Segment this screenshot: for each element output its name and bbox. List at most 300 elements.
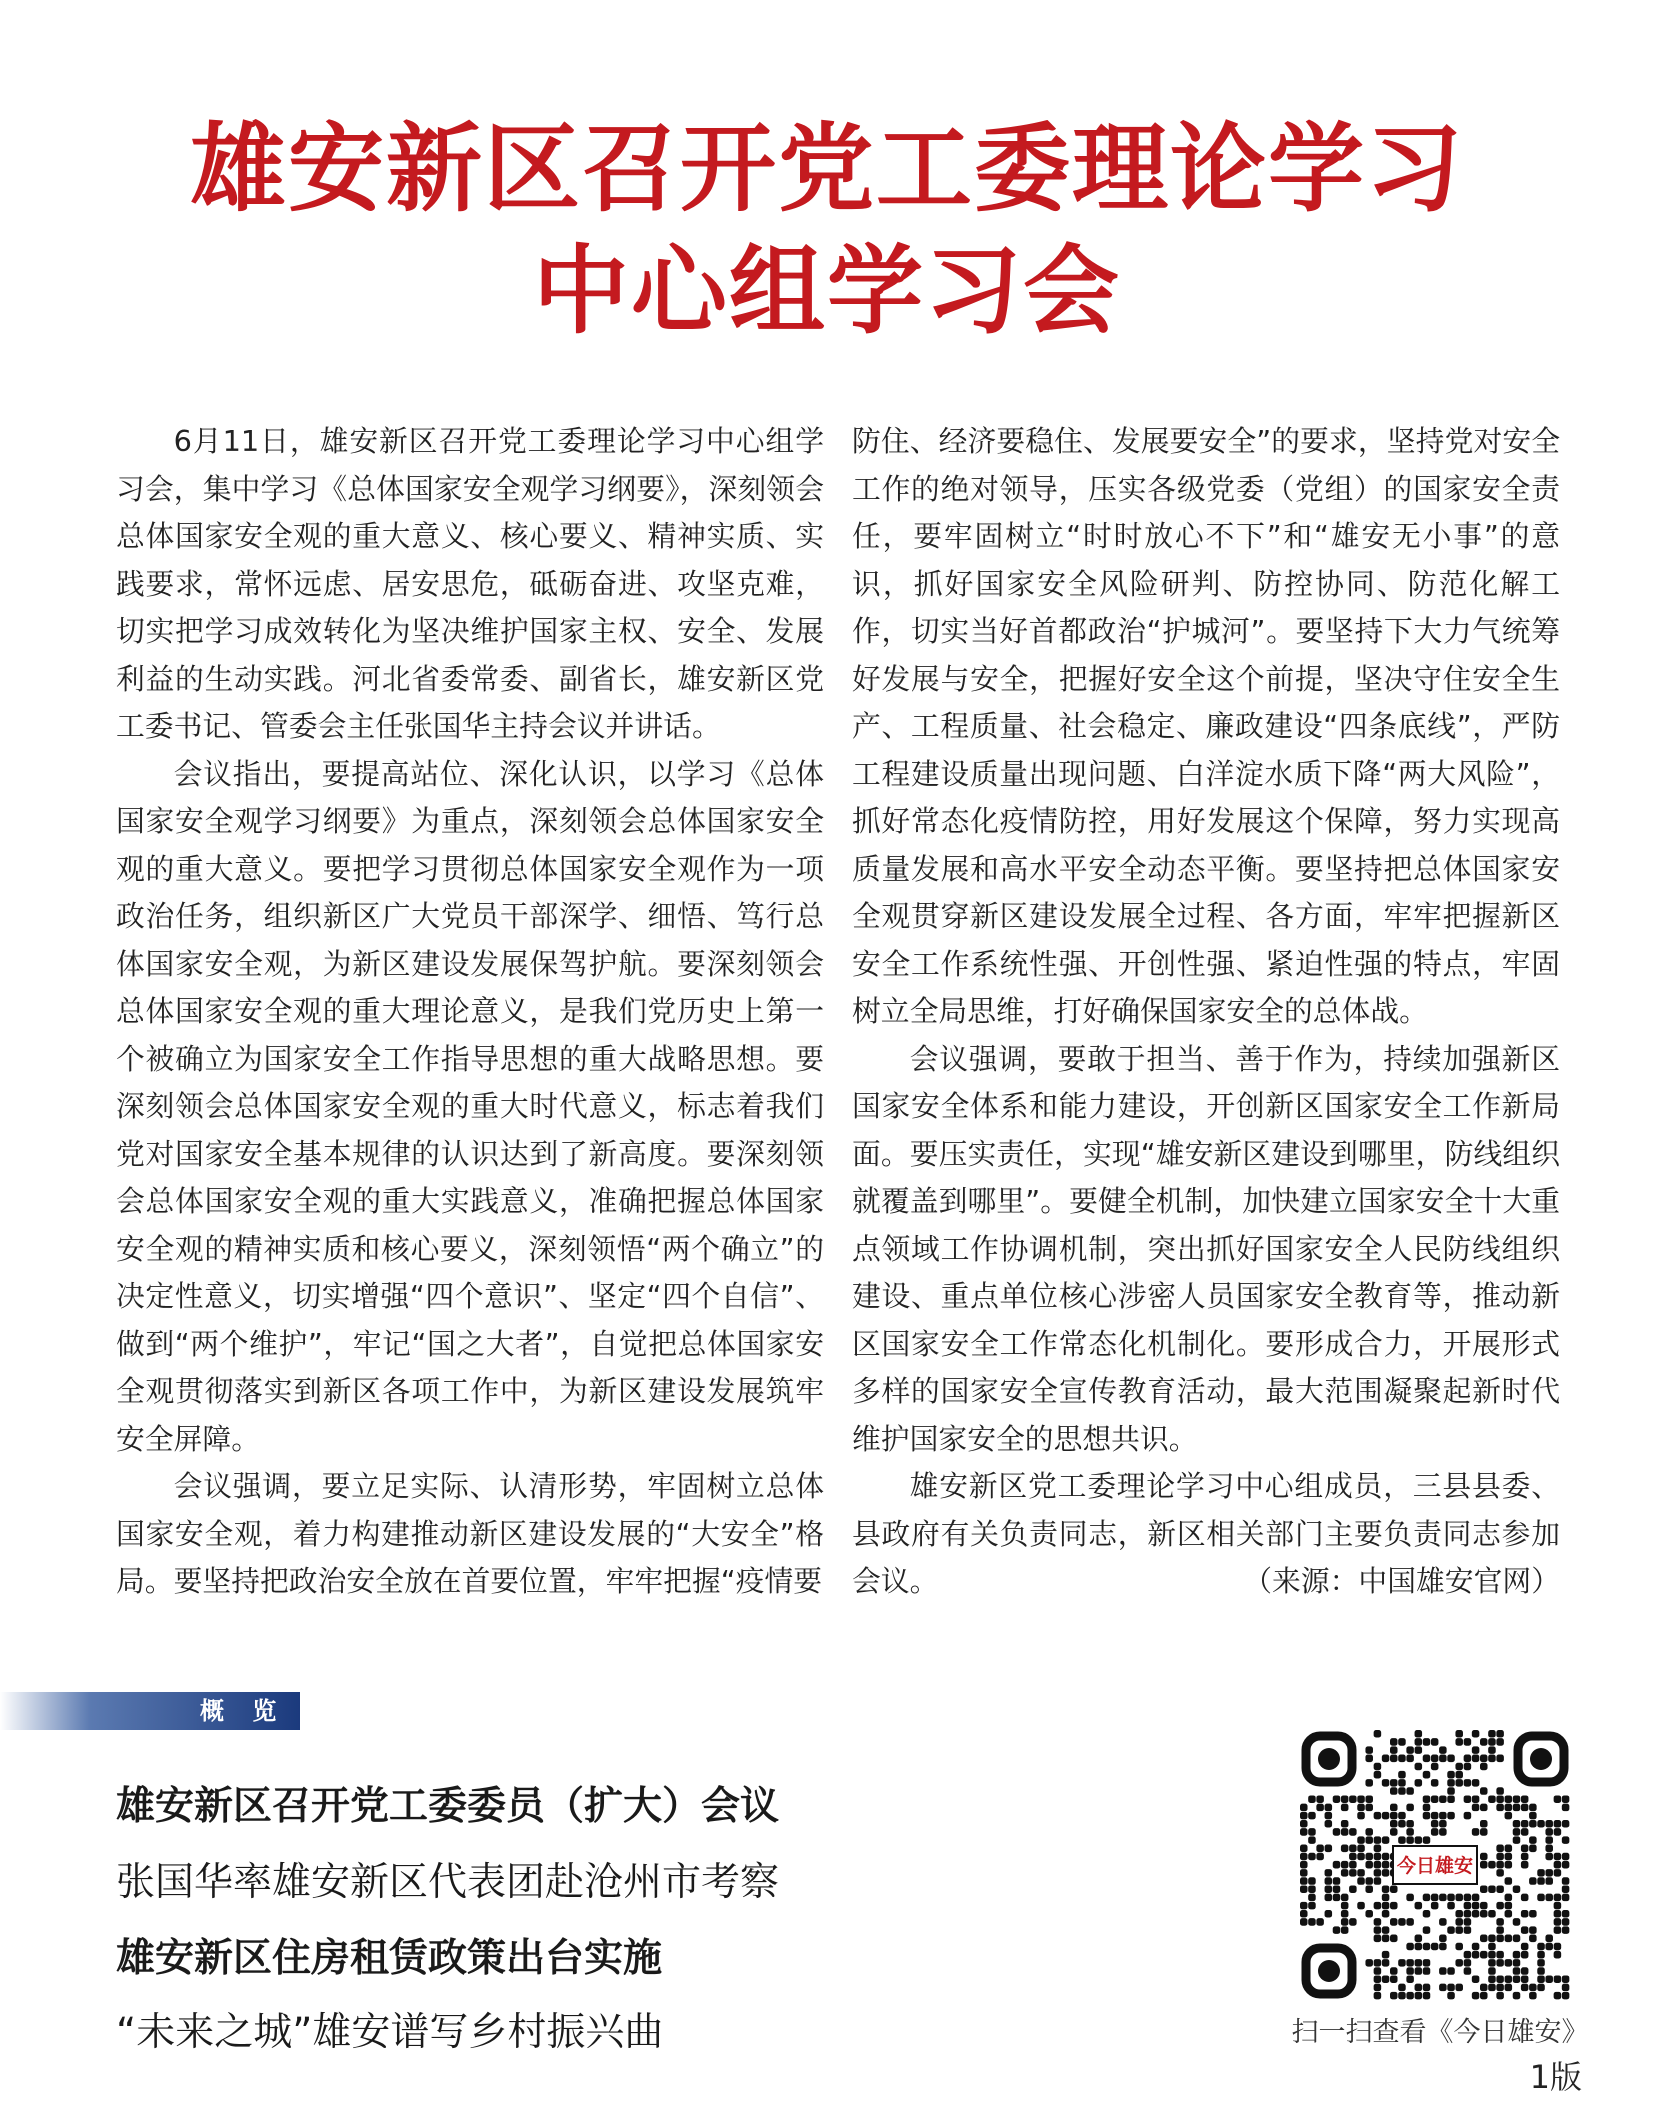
qr-module xyxy=(1488,1975,1496,1983)
qr-module xyxy=(1455,1894,1463,1902)
qr-module xyxy=(1554,1828,1562,1836)
qr-module xyxy=(1439,1894,1447,1902)
qr-module xyxy=(1406,1836,1414,1844)
qr-module xyxy=(1480,1828,1488,1836)
qr-module xyxy=(1439,1918,1447,1926)
qr-module xyxy=(1382,1812,1390,1820)
qr-module xyxy=(1496,1795,1504,1803)
qr-module xyxy=(1472,1804,1480,1812)
qr-module xyxy=(1480,1935,1488,1943)
qr-module xyxy=(1505,1804,1513,1812)
qr-module xyxy=(1447,1894,1455,1902)
qr-module xyxy=(1439,1795,1447,1803)
qr-module xyxy=(1488,1943,1496,1951)
qr-module xyxy=(1390,1918,1398,1926)
qr-module xyxy=(1562,1853,1570,1861)
qr-module xyxy=(1406,1959,1414,1967)
qr-module xyxy=(1406,1820,1414,1828)
qr-module xyxy=(1529,1804,1537,1812)
qr-module xyxy=(1374,1845,1382,1853)
qr-module xyxy=(1415,1967,1423,1975)
qr-module xyxy=(1480,1804,1488,1812)
qr-module xyxy=(1488,1959,1496,1967)
qr-module xyxy=(1398,1820,1406,1828)
qr-module xyxy=(1382,1869,1390,1877)
qr-module xyxy=(1382,1853,1390,1861)
qr-module xyxy=(1406,1992,1414,2000)
qr-module xyxy=(1545,1894,1553,1902)
qr-module xyxy=(1496,1885,1504,1893)
qr-module xyxy=(1325,1845,1333,1853)
qr-module xyxy=(1423,1795,1431,1803)
qr-module xyxy=(1341,1845,1349,1853)
qr-module xyxy=(1554,1894,1562,1902)
article-column-right xyxy=(852,418,1560,1606)
qr-module xyxy=(1554,1869,1562,1877)
qr-module xyxy=(1382,1902,1390,1910)
qr-module xyxy=(1488,1967,1496,1975)
qr-module xyxy=(1415,1738,1423,1746)
qr-module xyxy=(1505,1894,1513,1902)
qr-module xyxy=(1423,1836,1431,1844)
qr-module xyxy=(1545,1877,1553,1885)
qr-module xyxy=(1333,1877,1341,1885)
qr-module xyxy=(1365,1836,1373,1844)
qr-module xyxy=(1513,1918,1521,1926)
qr-module xyxy=(1431,1943,1439,1951)
qr-module xyxy=(1325,1894,1333,1902)
qr-module xyxy=(1300,1845,1308,1853)
qr-module xyxy=(1365,1755,1373,1763)
qr-module xyxy=(1488,1795,1496,1803)
qr-module xyxy=(1562,1918,1570,1926)
qr-module xyxy=(1464,1951,1472,1959)
qr-module xyxy=(1357,1795,1365,1803)
qr-module xyxy=(1374,1967,1382,1975)
qr-module xyxy=(1406,1894,1414,1902)
qr-module xyxy=(1415,1959,1423,1967)
qr-module xyxy=(1447,1967,1455,1975)
qr-module xyxy=(1316,1853,1324,1861)
qr-module xyxy=(1496,1975,1504,1983)
qr-module xyxy=(1447,1779,1455,1787)
qr-module xyxy=(1554,1853,1562,1861)
article-paragraph: 6月11日，雄安新区召开党工委理论学习中心组学习会，集中学习《总体国家安全观学习纲要》，深刻领会总体国家安全观的重大意义、核心要义、精神实质、实践要求，常怀远虑、居安思危，砥砺奋进、攻坚克难，切实把学习成效转化为坚决维护国家主权、安全、发展利益的生动实践。河北省委常委、副省长，雄安新区党工委书记、管委会主任张国华主持会议并讲话。 xyxy=(116,424,824,743)
qr-module xyxy=(1464,1959,1472,1967)
qr-module xyxy=(1423,1910,1431,1918)
qr-module xyxy=(1496,1845,1504,1853)
qr-module xyxy=(1562,1836,1570,1844)
qr-module xyxy=(1300,1869,1308,1877)
qr-module xyxy=(1554,1926,1562,1934)
qr-module xyxy=(1472,1746,1480,1754)
qr-module xyxy=(1562,1861,1570,1869)
qr-module xyxy=(1349,1853,1357,1861)
qr-module xyxy=(1554,1910,1562,1918)
qr-module xyxy=(1521,1951,1529,1959)
article-paragraph: 会议指出，要提高站位、深化认识，以学习《总体国家安全观学习纲要》为重点，深刻领会总体国家安全观的重大意义。要把学习贯彻总体国家安全观作为一项政治任务，组织新区广大党员干部深学、细悟、笃行总体国家安全观，为新区建设发展保驾护航。要深刻领会总体国家安全观的重大理论意义，是我们党历史上第一个被确立为国家安全工作指导思想的重大战略思想。要深刻领会总体国家安全观的重大时代意义，标志着我们党对国家安全基本规律的认识达到了新高度。要深刻领会总体国家安全观的重大实践意义，准确把握总体国家安全观的精神实质和核心要义，深刻领悟“两个确立”的决定性意义，切实增强“四个意识”、坚定“四个自信”、做到“两个维护”，牢记“国之大者”，自觉把总体国家安全观贯彻落实到新区各项工作中，为新区建设发展筑牢安全屏障。 xyxy=(116,756,824,1456)
qr-module xyxy=(1529,1992,1537,2000)
qr-module xyxy=(1554,1795,1562,1803)
qr-module xyxy=(1374,1926,1382,1934)
qr-module xyxy=(1398,1738,1406,1746)
qr-module xyxy=(1325,1910,1333,1918)
qr-module xyxy=(1464,1779,1472,1787)
qr-module xyxy=(1349,1861,1357,1869)
qr-module xyxy=(1505,1853,1513,1861)
qr-module xyxy=(1464,1894,1472,1902)
qr-module xyxy=(1521,1943,1529,1951)
qr-module xyxy=(1374,1763,1382,1771)
qr-module xyxy=(1464,1795,1472,1803)
qr-module xyxy=(1349,1795,1357,1803)
qr-module xyxy=(1472,1730,1480,1738)
qr-module xyxy=(1472,1779,1480,1787)
qr-module xyxy=(1398,1918,1406,1926)
qr-module xyxy=(1505,1845,1513,1853)
qr-module xyxy=(1464,1755,1472,1763)
article-title-line-2: 中心组学习会 xyxy=(533,234,1121,347)
qr-module xyxy=(1374,1992,1382,2000)
qr-module xyxy=(1505,1975,1513,1983)
qr-module xyxy=(1513,1795,1521,1803)
qr-module xyxy=(1374,1935,1382,1943)
qr-module xyxy=(1390,1992,1398,2000)
qr-module xyxy=(1398,1755,1406,1763)
qr-module xyxy=(1382,1935,1390,1943)
qr-module xyxy=(1496,1804,1504,1812)
qr-module xyxy=(1488,1861,1496,1869)
article-title-line-1: 雄安新区召开党工委理论学习 xyxy=(190,112,1464,225)
qr-module xyxy=(1423,1771,1431,1779)
qr-module xyxy=(1406,1975,1414,1983)
qr-module xyxy=(1365,1746,1373,1754)
qr-module xyxy=(1521,1894,1529,1902)
qr-module xyxy=(1464,1910,1472,1918)
qr-module xyxy=(1439,1755,1447,1763)
qr-module xyxy=(1325,1869,1333,1877)
qr-module xyxy=(1365,1828,1373,1836)
qr-module xyxy=(1505,1935,1513,1943)
qr-module xyxy=(1464,1967,1472,1975)
qr-module xyxy=(1390,1885,1398,1893)
qr-module xyxy=(1316,1845,1324,1853)
qr-module xyxy=(1529,1812,1537,1820)
qr-module xyxy=(1505,1984,1513,1992)
qr-module xyxy=(1464,1902,1472,1910)
qr-module xyxy=(1447,1795,1455,1803)
qr-module xyxy=(1513,1828,1521,1836)
article-paragraph: 会议强调，要敢于担当、善于作为，持续加强新区国家安全体系和能力建设，开创新区国家安全工作新局面。要压实责任，实现“雄安新区建设到哪里，防线组织就覆盖到哪里”。要健全机制，加快建立国家安全十大重点领域工作协调机制，突出抓好国家安全人民防线组织建设、重点单位核心涉密人员国家安全教育等，推动新区国家安全工作常态化机制化。要形成合力，开展形式多样的国家安全宣传教育活动，最大范围凝聚起新时代维护国家安全的思想共识。 xyxy=(852,1041,1560,1456)
qr-module xyxy=(1537,1975,1545,1983)
qr-module xyxy=(1521,1853,1529,1861)
qr-module xyxy=(1472,1992,1480,2000)
qr-module xyxy=(1374,1861,1382,1869)
qr-module xyxy=(1382,1861,1390,1869)
qr-module xyxy=(1415,1763,1423,1771)
qr-module xyxy=(1521,1795,1529,1803)
qr-module xyxy=(1505,1902,1513,1910)
qr-module xyxy=(1415,1730,1423,1738)
qr-module xyxy=(1431,1795,1439,1803)
qr-module xyxy=(1308,1918,1316,1926)
qr-module xyxy=(1390,1935,1398,1943)
qr-module xyxy=(1439,1820,1447,1828)
qr-module xyxy=(1415,1902,1423,1910)
qr-module xyxy=(1562,1877,1570,1885)
qr-module xyxy=(1406,1943,1414,1951)
article-paragraph: 会议强调，要立足实际、认清形势，牢固树立总体国家安全观，着力构建推动新区建设发展的“大安全”格局。要坚持把政治安全放在首要位置，牢牢把握“疫情要 xyxy=(116,1469,824,1598)
qr-module xyxy=(1455,1959,1463,1967)
qr-module xyxy=(1488,1935,1496,1943)
qr-module xyxy=(1537,1984,1545,1992)
qr-module xyxy=(1496,1992,1504,2000)
qr-module xyxy=(1316,1804,1324,1812)
qr-module xyxy=(1374,1959,1382,1967)
qr-module xyxy=(1333,1885,1341,1893)
qr-module xyxy=(1415,1779,1423,1787)
qr-module xyxy=(1382,1975,1390,1983)
qr-module xyxy=(1308,1795,1316,1803)
qr-module xyxy=(1308,1812,1316,1820)
qr-module xyxy=(1365,1853,1373,1861)
qr-module xyxy=(1521,1804,1529,1812)
qr-module xyxy=(1455,1910,1463,1918)
qr-module xyxy=(1480,1861,1488,1869)
qr-module xyxy=(1496,1861,1504,1869)
qr-module xyxy=(1521,1845,1529,1853)
qr-module xyxy=(1398,1992,1406,2000)
qr-module xyxy=(1439,1935,1447,1943)
qr-module xyxy=(1300,1828,1308,1836)
qr-module xyxy=(1300,1910,1308,1918)
qr-module xyxy=(1439,1746,1447,1754)
qr-module xyxy=(1382,1885,1390,1893)
qr-code[interactable] xyxy=(1300,1730,1570,2000)
qr-module xyxy=(1341,1828,1349,1836)
qr-module xyxy=(1357,1869,1365,1877)
qr-module xyxy=(1341,1795,1349,1803)
qr-module xyxy=(1562,1795,1570,1803)
qr-module xyxy=(1431,1779,1439,1787)
qr-module xyxy=(1480,1763,1488,1771)
qr-module xyxy=(1333,1828,1341,1836)
qr-module xyxy=(1325,1812,1333,1820)
qr-module xyxy=(1545,1869,1553,1877)
overview-label: 概 览 xyxy=(200,1697,287,1725)
qr-module xyxy=(1390,1812,1398,1820)
qr-module xyxy=(1554,1820,1562,1828)
qr-module xyxy=(1357,1804,1365,1812)
qr-module xyxy=(1529,1926,1537,1934)
qr-module xyxy=(1365,1885,1373,1893)
qr-module xyxy=(1349,1885,1357,1893)
qr-module xyxy=(1537,1894,1545,1902)
overview-item[interactable]: 雄安新区住房租赁政策出台实施 xyxy=(116,1936,663,1981)
qr-module xyxy=(1415,1836,1423,1844)
qr-module xyxy=(1374,1836,1382,1844)
qr-module xyxy=(1374,1869,1382,1877)
qr-module xyxy=(1431,1763,1439,1771)
qr-module xyxy=(1431,1812,1439,1820)
qr-module xyxy=(1480,1951,1488,1959)
qr-module xyxy=(1300,1853,1308,1861)
qr-module xyxy=(1521,1975,1529,1983)
qr-module xyxy=(1505,1861,1513,1869)
qr-module xyxy=(1390,1804,1398,1812)
qr-module xyxy=(1455,1779,1463,1787)
qr-module xyxy=(1398,1959,1406,1967)
qr-module xyxy=(1562,1820,1570,1828)
qr-module xyxy=(1415,1984,1423,1992)
qr-module xyxy=(1300,1804,1308,1812)
qr-module xyxy=(1464,1738,1472,1746)
qr-module xyxy=(1472,1975,1480,1983)
qr-module xyxy=(1472,1902,1480,1910)
overview-item[interactable]: “未来之城”雄安谱写乡村振兴曲 xyxy=(116,2010,664,2055)
qr-module xyxy=(1374,1771,1382,1779)
qr-module xyxy=(1545,1935,1553,1943)
qr-module xyxy=(1488,1984,1496,1992)
qr-module xyxy=(1505,1795,1513,1803)
qr-module xyxy=(1406,1746,1414,1754)
qr-module xyxy=(1464,1763,1472,1771)
qr-module xyxy=(1325,1820,1333,1828)
qr-module xyxy=(1398,1771,1406,1779)
qr-module xyxy=(1300,1885,1308,1893)
qr-module xyxy=(1562,1992,1570,2000)
qr-module xyxy=(1406,1787,1414,1795)
qr-module xyxy=(1390,1902,1398,1910)
page-number: 1版 xyxy=(1529,2058,1582,2096)
qr-module xyxy=(1529,1820,1537,1828)
qr-module xyxy=(1415,1992,1423,2000)
qr-module xyxy=(1341,1804,1349,1812)
qr-module xyxy=(1308,1836,1316,1844)
qr-module xyxy=(1513,1959,1521,1967)
qr-module xyxy=(1423,1992,1431,2000)
qr-module xyxy=(1480,1755,1488,1763)
qr-module xyxy=(1554,1975,1562,1983)
qr-module xyxy=(1341,1894,1349,1902)
qr-module xyxy=(1521,1828,1529,1836)
qr-module xyxy=(1464,1926,1472,1934)
qr-module xyxy=(1423,1812,1431,1820)
overview-item[interactable]: 雄安新区召开党工委委员（扩大）会议 xyxy=(116,1784,780,1829)
qr-module xyxy=(1480,1992,1488,2000)
qr-module xyxy=(1431,1820,1439,1828)
qr-module xyxy=(1480,1885,1488,1893)
qr-module xyxy=(1341,1926,1349,1934)
qr-module xyxy=(1529,1845,1537,1853)
qr-module xyxy=(1529,1910,1537,1918)
qr-module xyxy=(1472,1828,1480,1836)
qr-module xyxy=(1382,1951,1390,1959)
qr-module xyxy=(1300,1918,1308,1926)
qr-module xyxy=(1341,1869,1349,1877)
qr-module xyxy=(1365,1861,1373,1869)
qr-module xyxy=(1300,1902,1308,1910)
qr-module xyxy=(1406,1918,1414,1926)
qr-module xyxy=(1496,1738,1504,1746)
qr-module xyxy=(1496,1959,1504,1967)
qr-module xyxy=(1431,1828,1439,1836)
qr-module xyxy=(1398,1787,1406,1795)
qr-module xyxy=(1554,1943,1562,1951)
qr-caption: 扫一扫查看《今日雄安》 xyxy=(1291,2017,1589,2048)
qr-module xyxy=(1341,1902,1349,1910)
qr-module xyxy=(1537,1820,1545,1828)
article-paragraph-continued: 防住、经济要稳住、发展要安全”的要求，坚持党对安全工作的绝对领导，压实各级党委（党组）的国家安全责任，要牢固树立“时时放心不下”和“雄安无小事”的意识，抓好国家安全风险研判、防控协同、防范化解工作，切实当好首都政治“护城河”。要坚持下大力气统筹好发展与安全，把握好安全这个前提，坚决守住安全生产、工程质量、社会稳定、廉政建设“四条底线”，严防工程建设质量出现问题、白洋淀水质下降“两大风险”，抓好常态化疫情防控，用好发展这个保障，努力实现高质量发展和高水平安全动态平衡。要坚持把总体国家安全观贯穿新区建设发展全过程、各方面，牢牢把握新区安全工作系统性强、开创性强、紧迫性强的特点，牢固树立全局思维，打好确保国家安全的总体战。 xyxy=(852,424,1560,1028)
qr-module xyxy=(1562,1910,1570,1918)
qr-module xyxy=(1472,1910,1480,1918)
qr-module xyxy=(1447,1984,1455,1992)
qr-module xyxy=(1431,1755,1439,1763)
qr-module xyxy=(1472,1755,1480,1763)
qr-module xyxy=(1472,1894,1480,1902)
qr-module xyxy=(1447,1771,1455,1779)
qr-module xyxy=(1545,1828,1553,1836)
qr-module xyxy=(1439,1967,1447,1975)
qr-module xyxy=(1325,1877,1333,1885)
qr-module xyxy=(1398,1984,1406,1992)
qr-module xyxy=(1521,1820,1529,1828)
qr-module xyxy=(1423,1959,1431,1967)
qr-module xyxy=(1545,1853,1553,1861)
overview-item[interactable]: 张国华率雄安新区代表团赴沧州市考察 xyxy=(116,1860,780,1905)
qr-module xyxy=(1447,1812,1455,1820)
qr-module xyxy=(1423,1894,1431,1902)
qr-module xyxy=(1308,1885,1316,1893)
qr-module xyxy=(1472,1943,1480,1951)
qr-module xyxy=(1488,1951,1496,1959)
qr-module xyxy=(1505,1877,1513,1885)
qr-module xyxy=(1455,1943,1463,1951)
qr-module xyxy=(1431,1902,1439,1910)
qr-module xyxy=(1406,1804,1414,1812)
qr-module xyxy=(1488,1738,1496,1746)
qr-module xyxy=(1365,1804,1373,1812)
qr-module xyxy=(1545,1820,1553,1828)
qr-module xyxy=(1537,1967,1545,1975)
qr-logo-text: 今日雄安 xyxy=(1396,1855,1474,1877)
qr-module xyxy=(1423,1738,1431,1746)
qr-module xyxy=(1423,1943,1431,1951)
qr-module xyxy=(1496,1918,1504,1926)
qr-module xyxy=(1374,1902,1382,1910)
qr-module xyxy=(1374,1730,1382,1738)
qr-module xyxy=(1439,1828,1447,1836)
qr-module xyxy=(1349,1828,1357,1836)
qr-module xyxy=(1333,1894,1341,1902)
qr-module xyxy=(1357,1853,1365,1861)
qr-module xyxy=(1537,1943,1545,1951)
qr-module xyxy=(1382,1926,1390,1934)
qr-module xyxy=(1505,1812,1513,1820)
qr-module xyxy=(1513,1951,1521,1959)
qr-module xyxy=(1562,1894,1570,1902)
qr-module xyxy=(1406,1755,1414,1763)
qr-module xyxy=(1382,1836,1390,1844)
qr-module xyxy=(1398,1812,1406,1820)
qr-module xyxy=(1365,1795,1373,1803)
qr-module xyxy=(1554,1902,1562,1910)
qr-module xyxy=(1423,1967,1431,1975)
qr-module xyxy=(1521,1984,1529,1992)
qr-module xyxy=(1496,1951,1504,1959)
qr-module xyxy=(1341,1910,1349,1918)
qr-module xyxy=(1325,1804,1333,1812)
